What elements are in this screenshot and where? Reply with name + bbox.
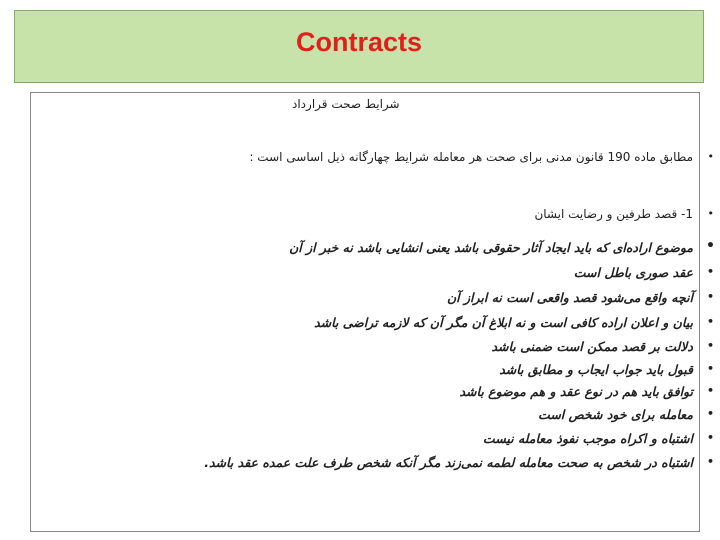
bullet-icon: • — [706, 290, 714, 303]
slide-title-bar — [14, 10, 704, 83]
bullet-icon: • — [706, 362, 714, 375]
list-item — [43, 265, 714, 280]
content-subtitle: شرایط صحت قرارداد — [292, 97, 400, 111]
list-item — [43, 384, 714, 399]
list-item-text: عقد صوری باطل است — [573, 265, 693, 280]
list-item — [43, 455, 714, 470]
bullet-icon: • — [707, 150, 714, 163]
list-item-text: آنچه واقع می‌شود قصد واقعی است نه ابراز آن — [446, 290, 693, 305]
list-item-text: موضوع اراده‌ای که باید ایجاد آثار حقوقی باشد یعنی انشایی باشد نه خبر از آن — [289, 240, 693, 255]
list-item-text: مطابق ماده 190 قانون مدنی برای صحت هر معامله شرایط چهارگانه ذیل اساسی است : — [249, 150, 693, 164]
list-item-text: دلالت بر قصد ممکن است ضمنی باشد — [491, 339, 693, 354]
bullet-icon: • — [706, 339, 714, 352]
list-item — [43, 150, 714, 164]
list-item — [43, 207, 714, 221]
bullet-icon: • — [706, 265, 714, 278]
list-item — [43, 290, 714, 305]
list-item-text: بیان و اعلان اراده کافی است و نه ابلاغ آن مگر آن که لازمه تراضی باشد — [314, 315, 693, 330]
bullet-icon: • — [706, 238, 715, 254]
list-item-text: توافق باید هم در نوع عقد و هم موضوع باشد — [459, 384, 693, 399]
bullet-icon: • — [706, 315, 714, 328]
bullet-icon: • — [706, 407, 714, 420]
list-item — [43, 362, 714, 377]
list-item — [43, 238, 715, 255]
list-item — [43, 407, 714, 422]
bullet-icon: • — [706, 431, 714, 444]
list-item-text: 1- قصد طرفین و رضایت ایشان — [534, 207, 693, 221]
list-item-text: اشتباه در شخص به صحت معامله لطمه نمی‌زند مگر آنکه شخص طرف علت عمده عقد باشد. — [204, 455, 693, 470]
list-item-text: اشتباه و اکراه موجب نفوذ معامله نیست — [482, 431, 693, 446]
slide-title: Contracts — [295, 27, 423, 57]
list-item-text: قبول باید جواب ایجاب و مطابق باشد — [499, 362, 693, 377]
list-item — [43, 339, 714, 354]
list-item — [43, 431, 714, 446]
list-item — [43, 315, 714, 330]
bullet-icon: • — [706, 455, 714, 468]
bullet-icon: • — [706, 384, 714, 397]
list-item-text: معامله برای خود شخص است — [538, 407, 693, 422]
bullet-icon: • — [707, 207, 714, 220]
